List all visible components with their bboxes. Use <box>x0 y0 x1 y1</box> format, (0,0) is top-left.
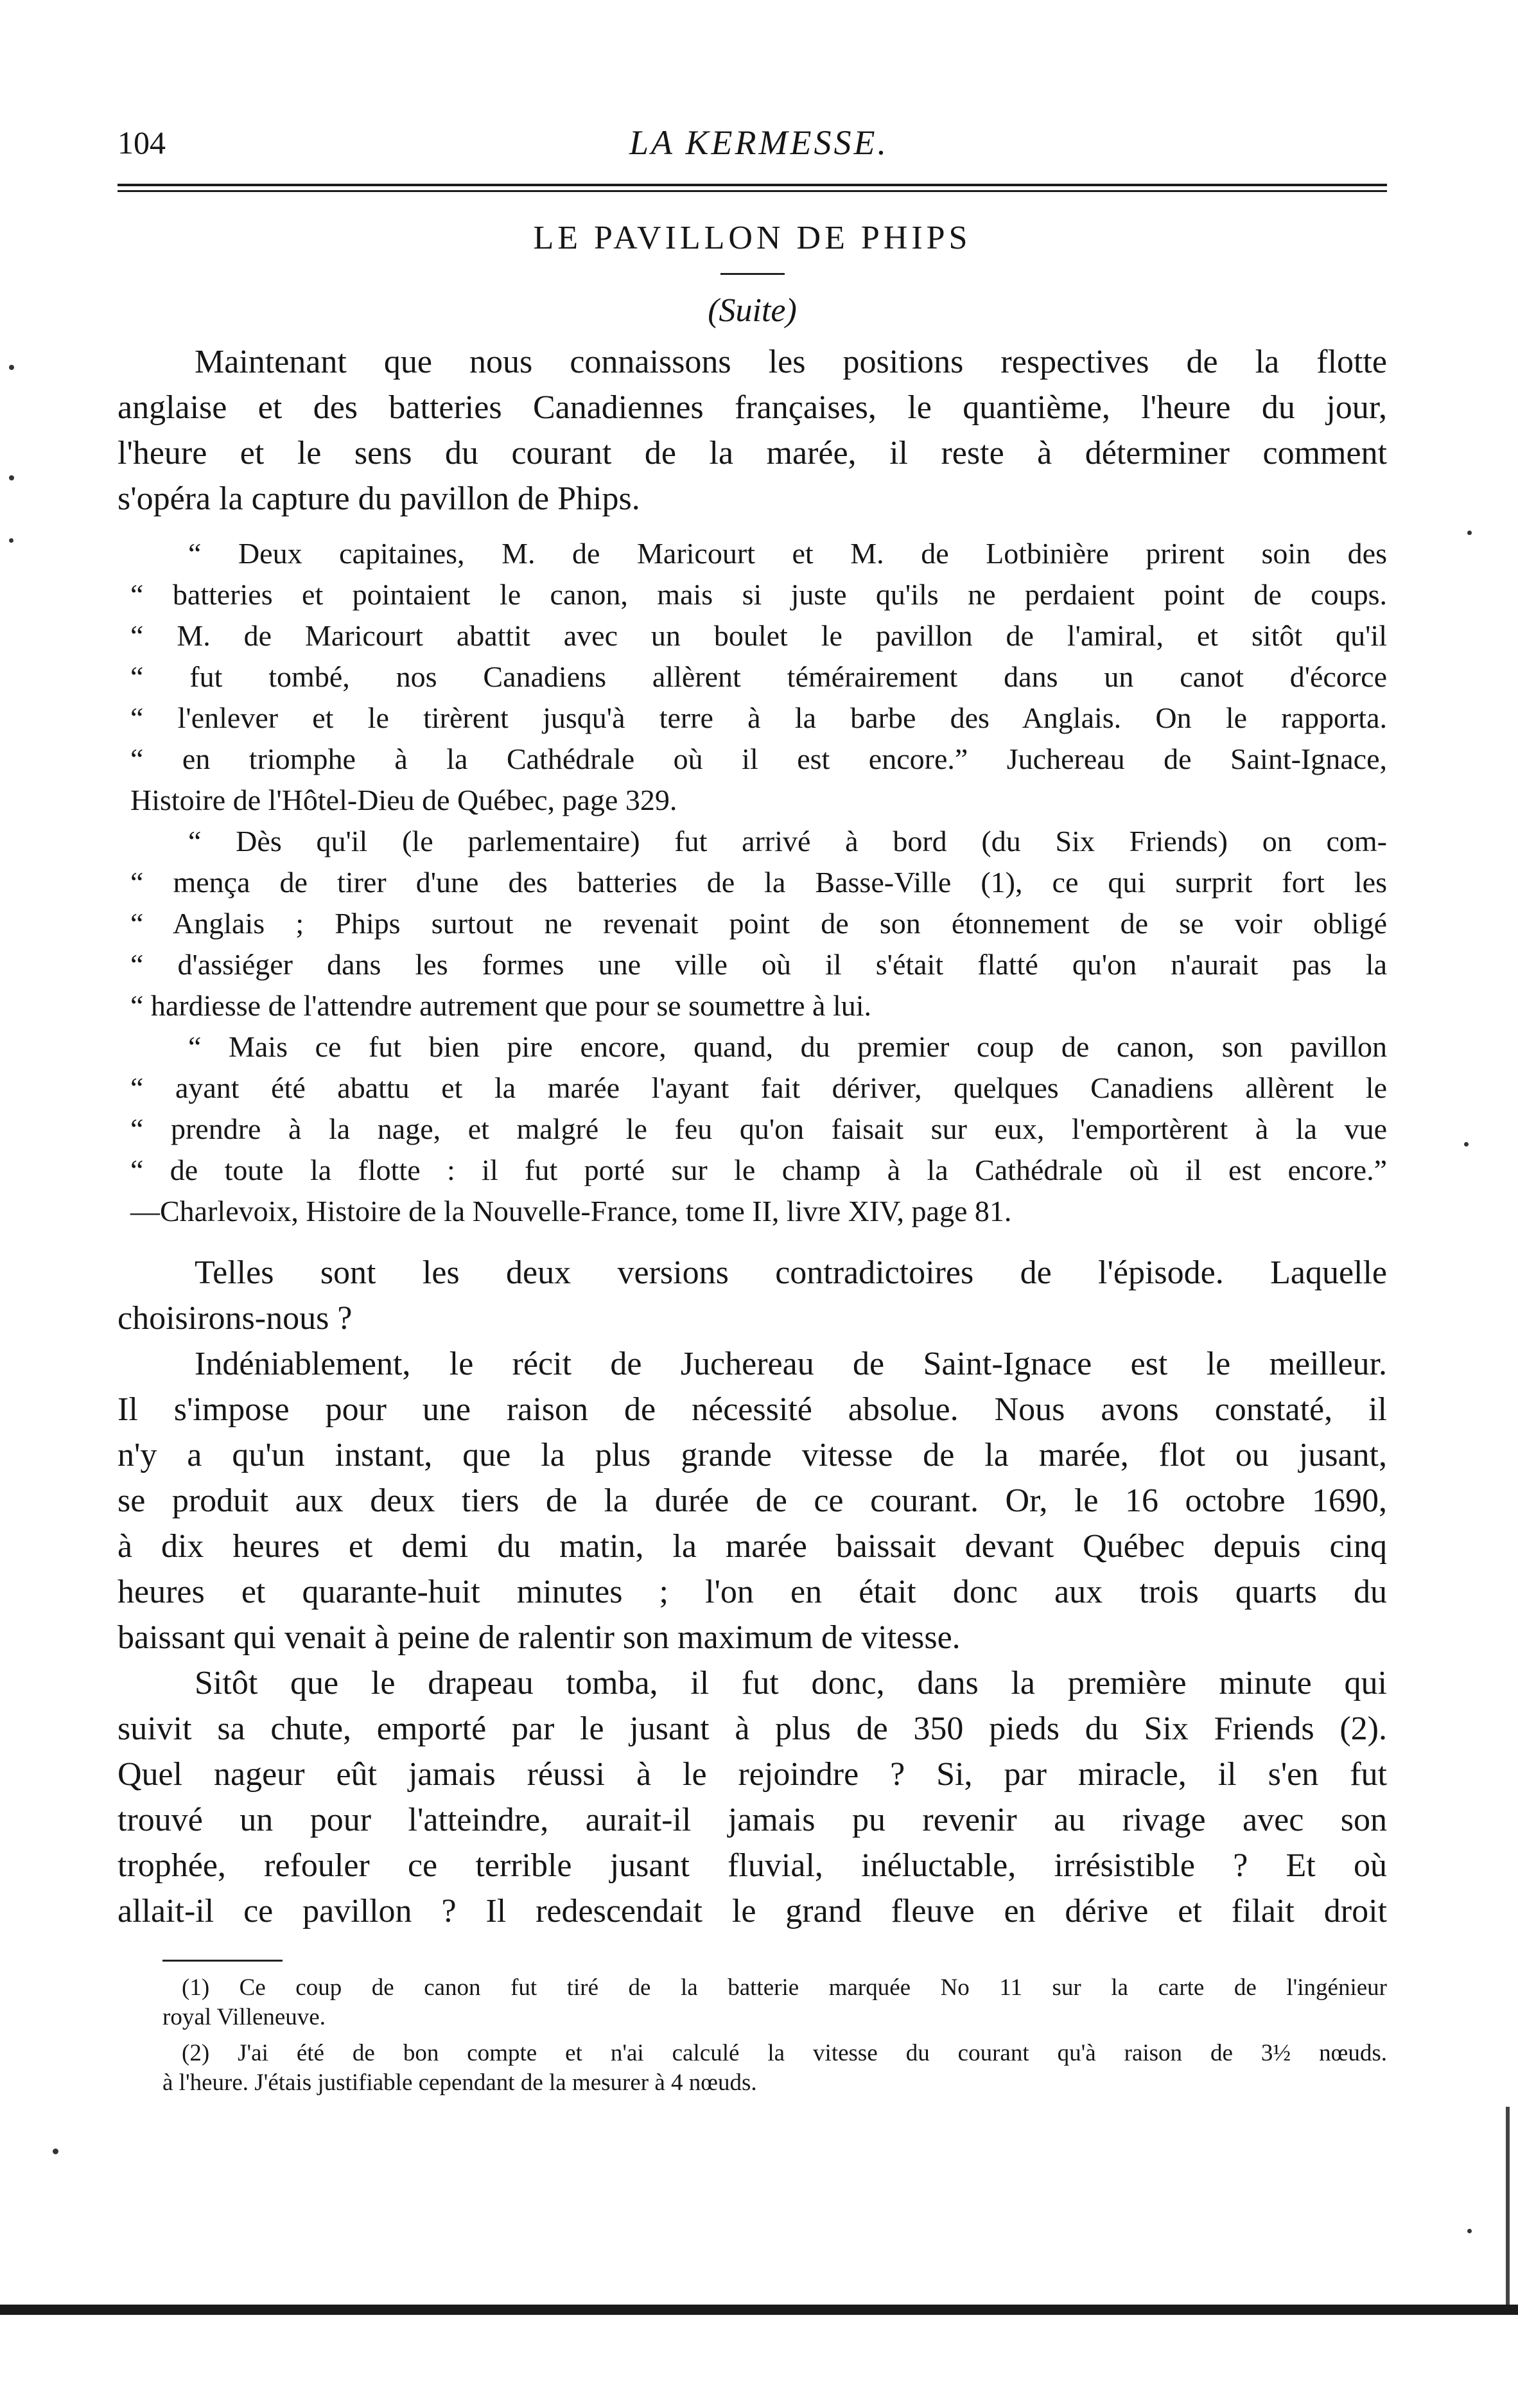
footnote-line: royal Villeneuve. <box>162 2004 326 2030</box>
quote-line: “ en triomphe à la Cathédrale où il est encore.” Juchereau de Saint-Ignace, <box>130 743 1387 775</box>
scan-speck <box>1467 531 1472 535</box>
text-line: baissant qui venait à peine de ralentir son maximum de vitesse. <box>118 1619 961 1656</box>
page-number: 104 <box>118 125 166 161</box>
text-line: Maintenant que nous connaissons les positions respectives de la flotte <box>195 344 1387 380</box>
quote-line: “ Mais ce fut bien pire encore, quand, du premier coup de canon, son pavillon <box>188 1030 1387 1063</box>
text-line: trophée, refouler ce terrible jusant fluvial, inéluctable, irrésistible ? Et où <box>118 1847 1387 1884</box>
quote-line: “ l'enlever et le tirèrent jusqu'à terre à la barbe des Anglais. On le rapporta. <box>130 701 1387 734</box>
text-line: heures et quarante-huit minutes ; l'on en était donc aux trois quarts du <box>118 1574 1387 1610</box>
scan-speck <box>9 538 13 543</box>
text-line: trouvé un pour l'atteindre, aurait-il jamais pu revenir au rivage avec son <box>118 1802 1387 1838</box>
header-rule <box>118 184 1387 186</box>
text-line: Il s'impose pour une raison de nécessité absolue. Nous avons constaté, il <box>118 1391 1387 1428</box>
scan-speck <box>53 2149 58 2154</box>
page-edge-mark <box>1506 2107 1510 2306</box>
quote-line: “ ayant été abattu et la marée l'ayant fait dériver, quelques Canadiens allèrent le <box>130 1071 1387 1104</box>
quote-line: “ Deux capitaines, M. de Maricourt et M. de Lotbinière prirent soin des <box>188 537 1387 570</box>
scan-speck <box>1464 1142 1469 1147</box>
scan-speck <box>9 365 14 370</box>
running-title: LA KERMESSE. <box>629 123 889 162</box>
footnote-line: à l'heure. J'étais justifiable cependant de la mesurer à 4 nœuds. <box>162 2070 757 2096</box>
text-line: s'opéra la capture du pavillon de Phips. <box>118 480 640 517</box>
footnote-line: (1) Ce coup de canon fut tiré de la batterie marquée No 11 sur la carte de l'ingénieur <box>182 1974 1387 2001</box>
quote-line: “ d'assiéger dans les formes une ville où il s'était flatté qu'on n'aurait pas la <box>130 948 1387 981</box>
quote-line: “ de toute la flotte : il fut porté sur le champ à la Cathédrale où il est encore.” <box>130 1154 1387 1186</box>
text-line: l'heure et le sens du courant de la marée, il reste à déterminer comment <box>118 435 1387 471</box>
text-line: anglaise et des batteries Canadiennes françaises, le quantième, l'heure du jour, <box>118 389 1387 426</box>
scan-speck <box>9 475 14 480</box>
text-line: à dix heures et demi du matin, la marée baissait devant Québec depuis cinq <box>118 1528 1387 1565</box>
article-body <box>118 215 1387 2098</box>
bottom-border <box>0 2305 1518 2315</box>
article-title: LE PAVILLON DE PHIPS <box>533 220 972 256</box>
article-subtitle: (Suite) <box>708 292 797 329</box>
citation-line: Histoire de l'Hôtel-Dieu de Québec, page 329. <box>130 784 677 816</box>
citation-line: —Charlevoix, Histoire de la Nouvelle-France, tome II, livre XIV, page 81. <box>130 1195 1012 1227</box>
text-line: allait-il ce pavillon ? Il redescendait le grand fleuve en dérive et filait droit <box>118 1893 1387 1929</box>
quote-line: “ prendre à la nage, et malgré le feu qu'on faisait sur eux, l'emportèrent à la vue <box>130 1112 1387 1145</box>
text-line: suivit sa chute, emporté par le jusant à plus de 350 pieds du Six Friends (2). <box>118 1710 1387 1747</box>
title-rule <box>720 273 785 275</box>
text-line: Indéniablement, le récit de Juchereau de Saint-Ignace est le meilleur. <box>195 1346 1387 1382</box>
scan-speck <box>1467 2229 1472 2233</box>
quote-line: “ fut tombé, nos Canadiens allèrent témérairement dans un canot d'écorce <box>130 660 1387 693</box>
quote-line: “ Anglais ; Phips surtout ne revenait point de son étonnement de se voir obligé <box>130 907 1387 940</box>
quote-line: “ hardiesse de l'attendre autrement que pour se soumettre à lui. <box>130 989 872 1022</box>
text-line: Sitôt que le drapeau tomba, il fut donc, dans la première minute qui <box>195 1665 1387 1701</box>
quote-line: “ mença de tirer d'une des batteries de la Basse-Ville (1), ce qui surprit fort les <box>130 866 1387 899</box>
text-line: choisirons-nous ? <box>118 1300 353 1337</box>
text-line: Quel nageur eût jamais réussi à le rejoindre ? Si, par miracle, il s'en fut <box>118 1756 1387 1793</box>
text-line: n'y a qu'un instant, que la plus grande vitesse de la marée, flot ou jusant, <box>118 1437 1387 1473</box>
header-rule-thin <box>118 190 1387 192</box>
quote-line: “ M. de Maricourt abattit avec un boulet le pavillon de l'amiral, et sitôt qu'il <box>130 619 1387 652</box>
text-line: Telles sont les deux versions contradictoires de l'épisode. Laquelle <box>195 1254 1387 1291</box>
text-line: se produit aux deux tiers de la durée de ce courant. Or, le 16 octobre 1690, <box>118 1482 1387 1519</box>
quote-line: “ Dès qu'il (le parlementaire) fut arrivé à bord (du Six Friends) on com- <box>188 825 1387 857</box>
footnote-line: (2) J'ai été de bon compte et n'ai calculé la vitesse du courant qu'à raison de 3½ nœuds. <box>182 2040 1387 2066</box>
footnote-rule <box>162 1960 283 1962</box>
quote-line: “ batteries et pointaient le canon, mais si juste qu'ils ne perdaient point de coups. <box>130 578 1387 611</box>
